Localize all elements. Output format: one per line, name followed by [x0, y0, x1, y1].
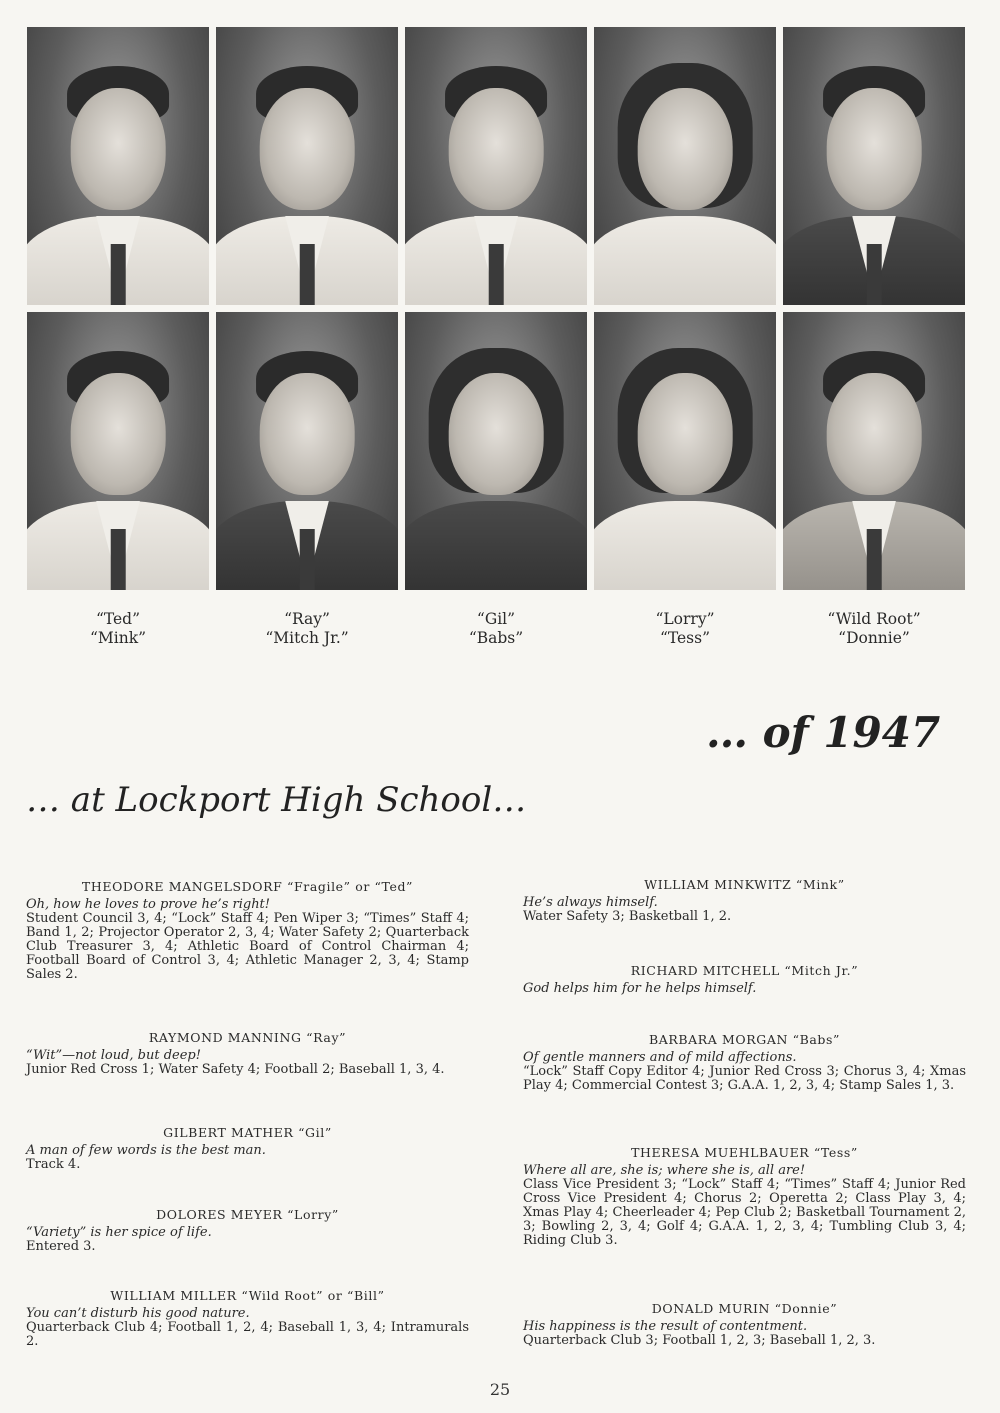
student-activities: Track 4. — [26, 1157, 81, 1172]
student-name: WILLIAM MILLER “Wild Root” or “Bill” — [110, 1288, 385, 1303]
photo-caption — [594, 610, 776, 648]
student-entry — [523, 964, 966, 996]
portrait-photo-donnie — [783, 312, 965, 590]
caption-line: “Tess” — [659, 629, 711, 647]
student-quote: He’s always himself. — [523, 895, 658, 910]
student-entry — [523, 878, 966, 924]
student-activities: Student Council 3, 4; “Lock” Staff 4; Pen Wiper 3; “Times” Staff 4; Band 1, 2; Projector Operator 2, 3, 4; Water Safety 2; Quarterback Club Treasurer 3, 4; Athletic Board of Control Chairman 4; Football Board of Control 3, 4; Athletic Manager 2, 3, 4; Stamp Sales 2. — [26, 911, 469, 982]
student-activities: Quarterback Club 4; Football 1, 2, 4; Baseball 1, 3, 4; Intramurals 2. — [26, 1320, 469, 1349]
student-entry — [26, 1289, 469, 1349]
student-entry — [523, 1033, 966, 1093]
student-entry — [26, 1208, 469, 1254]
student-entry — [523, 1302, 966, 1348]
student-quote: God helps him for he helps himself. — [523, 981, 757, 996]
student-quote: His happiness is the result of contentment. — [523, 1319, 808, 1334]
student-entry — [26, 1031, 469, 1077]
student-entry — [26, 1126, 469, 1172]
student-name: GILBERT MATHER “Gil” — [163, 1125, 332, 1140]
student-quote: A man of few words is the best man. — [26, 1143, 266, 1158]
photo-caption — [216, 610, 398, 648]
caption-line: “Gil” — [476, 610, 516, 628]
student-activities: “Lock” Staff Copy Editor 4; Junior Red Cross 3; Chorus 3, 4; Xmas Play 4; Commercial Contest 3; G.A.A. 1, 2, 3, 4; Stamp Sales 1, 3. — [523, 1064, 966, 1093]
portrait-photo-gil — [405, 27, 587, 305]
portrait-photo-tess — [594, 312, 776, 590]
school-heading: … at Lockport High School… — [26, 780, 527, 820]
caption-line: “Ray” — [284, 610, 330, 628]
class-year-heading: … of 1947 — [706, 708, 941, 757]
portrait-photo-mink — [27, 312, 209, 590]
student-activities: Water Safety 3; Basketball 1, 2. — [523, 909, 732, 924]
student-quote: You can’t disturb his good nature. — [26, 1306, 250, 1321]
portrait-photo-babs — [405, 312, 587, 590]
caption-line: “Wild Root” — [827, 610, 921, 628]
student-name: DONALD MURIN “Donnie” — [651, 1301, 838, 1316]
student-activities: Entered 3. — [26, 1239, 96, 1254]
caption-line: “Mitch Jr.” — [265, 629, 349, 647]
student-entry — [26, 880, 469, 982]
caption-line: “Donnie” — [838, 629, 910, 647]
student-activities: Quarterback Club 3; Football 1, 2, 3; Baseball 1, 2, 3. — [523, 1333, 876, 1348]
student-name: WILLIAM MINKWITZ “Mink” — [644, 877, 845, 892]
student-name: RAYMOND MANNING “Ray” — [148, 1030, 347, 1045]
photo-caption — [783, 610, 965, 648]
photo-caption — [405, 610, 587, 648]
portrait-photo-lorry — [594, 27, 776, 305]
student-name: BARBARA MORGAN “Babs” — [648, 1032, 841, 1047]
student-quote: “Variety” is her spice of life. — [26, 1225, 212, 1240]
caption-line: “Lorry” — [655, 610, 715, 628]
caption-line: “Ted” — [95, 610, 141, 628]
student-quote: Oh, how he loves to prove he’s right! — [26, 897, 271, 912]
student-quote: “Wit”—not loud, but deep! — [26, 1048, 201, 1063]
student-entry — [523, 1146, 966, 1248]
portrait-photo-mitch-jr — [216, 312, 398, 590]
student-name: DOLORES MEYER “Lorry” — [156, 1207, 339, 1222]
student-name: RICHARD MITCHELL “Mitch Jr.” — [630, 963, 859, 978]
page-number: 25 — [489, 1380, 511, 1399]
student-quote: Of gentle manners and of mild affections. — [523, 1050, 797, 1065]
portrait-photo-ray — [216, 27, 398, 305]
photo-caption — [27, 610, 209, 648]
student-quote: Where all are, she is; where she is, all are! — [523, 1163, 806, 1178]
caption-line: “Mink” — [89, 629, 147, 647]
photo-grid — [27, 27, 967, 590]
student-name: THERESA MUEHLBAUER “Tess” — [631, 1145, 858, 1160]
student-name: THEODORE MANGELSDORF “Fragile” or “Ted” — [81, 879, 414, 894]
student-activities: Class Vice President 3; “Lock” Staff 4; “Times” Staff 4; Junior Red Cross Vice President 4; Chorus 2; Operetta 2; Class Play 3, 4; Xmas Play 4; Cheerleader 4; Pep Club 2; Basketball Tournament 2, 3; Bowling 2, 3, 4; Golf 4; G.A.A. 1, 2, 3, 4; Tumbling Club 3, 4; Riding Club 3. — [523, 1177, 966, 1248]
student-activities: Junior Red Cross 1; Water Safety 4; Football 2; Baseball 1, 3, 4. — [26, 1062, 445, 1077]
portrait-photo-wild-root — [783, 27, 965, 305]
caption-line: “Babs” — [468, 629, 524, 647]
portrait-photo-ted — [27, 27, 209, 305]
